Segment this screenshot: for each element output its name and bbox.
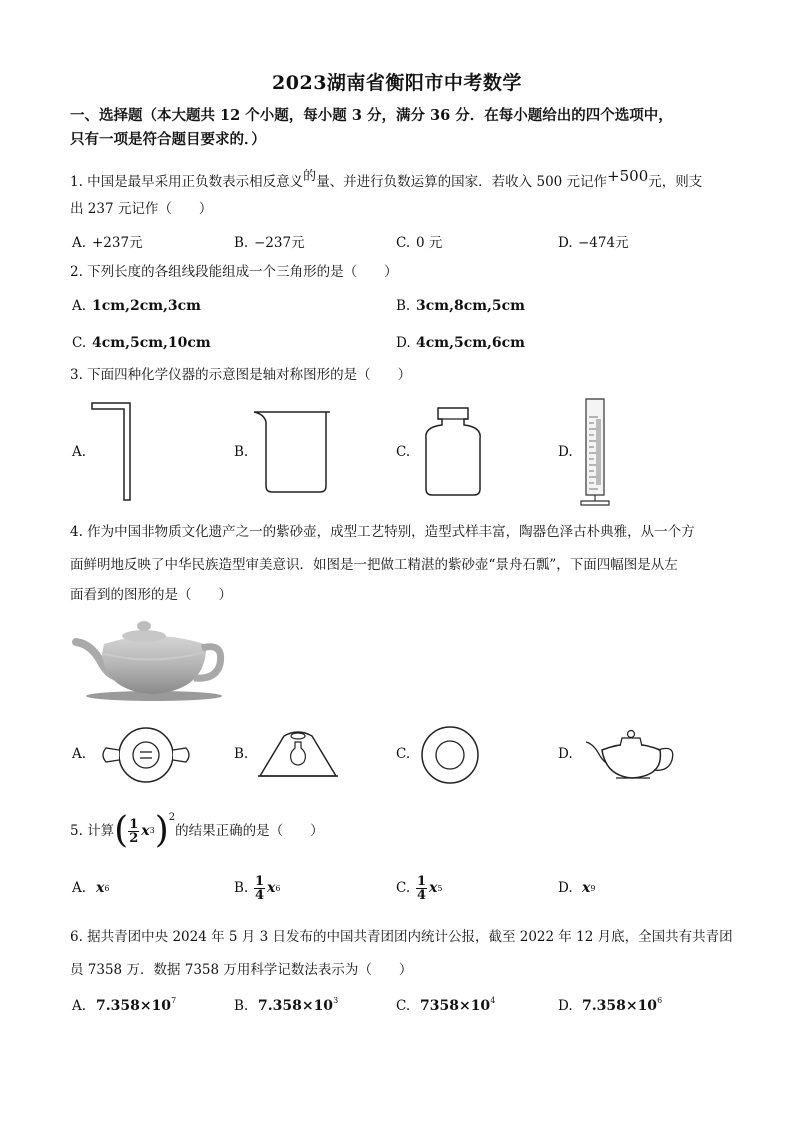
question-6-stem-line2: 员 7358 万．数据 7358 万用科学记数法表示为（ ） [70,962,413,978]
q4-figure-b [256,724,340,782]
q2-option-c[interactable]: C. 4cm,5cm,10cm [72,335,211,351]
q4-figure-c [418,724,482,786]
q1-text: 1. 中国是最早采用正负数表示相反意义 [70,174,304,190]
l-tube-figure [88,400,138,504]
q3-option-c-label[interactable]: C. [396,444,411,460]
q1-sup-char: 的 [303,169,317,184]
q1-option-b[interactable]: B. −237元 [234,235,305,251]
beaker-figure [250,408,336,496]
q6-option-d[interactable]: D. $7.358\times 10^6$ [558,996,663,1014]
q5-option-b[interactable]: B. $\frac{1}{4}$ x 6 [234,873,281,903]
q2-option-b[interactable]: B. 3cm,8cm,5cm [396,298,525,314]
graduated-cylinder-figure [578,395,614,509]
q2-option-a[interactable]: A. 1cm,2cm,3cm [72,298,201,314]
question-3-stem: 3. 下面四种化学仪器的示意图是轴对称图形的是（ ） [70,367,412,383]
q1-text: 量、并进行负数运算的国家．若收入 500 元记作 [316,174,608,190]
q6-option-a[interactable]: A. $7.358\times 10^7$ [72,996,177,1014]
section-heading [70,104,730,152]
q5-right-paren: ) [154,810,169,851]
q4-option-a-label[interactable]: A. [72,746,87,762]
q1-text: 元，则支 [648,174,703,190]
q1-option-c[interactable]: C. 0 元 [396,235,443,251]
q4-figure-a [96,724,196,786]
question-5-stem: 5. 计算 ( $\frac{1}{2}$ x 3 ) $^2$ 的结果正确的是（ ） [70,810,324,851]
q5-option-a[interactable]: A. x 6 [72,880,110,896]
q6-option-c[interactable]: C. $7358\times 10^4$ [396,996,496,1014]
question-1-stem-line1 [70,166,702,192]
q2-option-d[interactable]: D. 4cm,5cm,6cm [396,335,525,351]
question-4-stem-line3: 面看到的图形的是（ ） [70,587,232,603]
question-1-stem-line2: 出 237 元记作（ ） [70,201,213,217]
q1-option-a[interactable]: A. +237元 [72,235,143,251]
bottle-figure [420,405,486,499]
q4-option-c-label[interactable]: C. [396,746,411,762]
q4-figure-d [584,724,678,784]
page-title: 2023湖南省衡阳市中考数学 [272,72,522,94]
q5-fraction: $\frac{1}{2}$ [129,816,139,846]
q4-option-b-label[interactable]: B. [234,746,249,762]
q5-option-d[interactable]: D. x 9 [558,880,596,896]
q6-option-b[interactable]: B. $7.358\times 10^3$ [234,996,339,1014]
q3-option-a-label[interactable]: A. [72,444,87,460]
q5-option-c[interactable]: C. $\frac{1}{4}$ x 5 [396,873,443,903]
question-4-stem-line1: 4. 作为中国非物质文化遗产之一的紫砂壶，成型工艺特别，造型式样丰富，陶器色泽古朴典雅，从一个方 [70,524,695,540]
question-2-stem: 2. 下列长度的各组线段能组成一个三角形的是（ ） [70,264,398,280]
q3-option-b-label[interactable]: B. [234,444,249,460]
question-4-stem-line2: 面鲜明地反映了中华民族造型审美意识．如图是一把做工精湛的紫砂壶“景舟石瓢”，下面四幅图是从左 [70,557,678,573]
q1-option-d[interactable]: D. −474元 [558,235,629,251]
section-heading-line2: 只有一项是符合题目要求的．） [70,131,266,148]
q1-plus500: +500 [607,167,649,185]
q3-option-d-label[interactable]: D. [558,444,573,460]
question-6-stem-line1: 6. 据共青团中央 2024 年 5 月 3 日发布的中国共青团团内统计公报，截至 2022 年 12 月底，全国共有共青团 [70,929,733,945]
q5-left-paren: ( [114,810,129,851]
section-heading-line1: 一、选择题（本大题共 12 个小题，每小题 3 分，满分 36 分．在每小题给出的四个选项中， [70,107,673,124]
teapot-photo [74,614,224,704]
q4-option-d-label[interactable]: D. [558,746,573,762]
